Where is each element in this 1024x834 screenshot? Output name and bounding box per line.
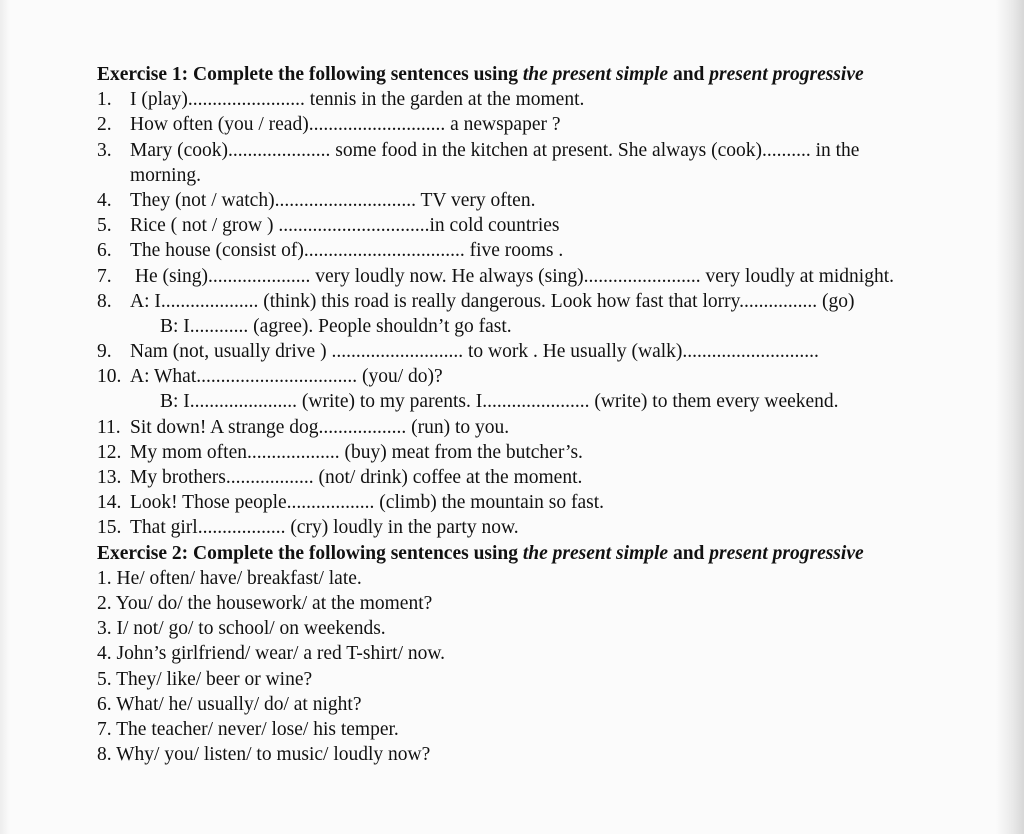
exercise-1-item: 12. My mom often................... (buy) meat from the butcher’s.: [97, 441, 583, 463]
exercise-1-item: 13. My brothers.................. (not/ drink) coffee at the moment.: [97, 467, 583, 488]
exercise-2-item: 6. What/ he/ usually/ do/ at night?: [97, 693, 362, 715]
exercise-1-item: 7. He (sing)..................... very loudly now. He always (sing)........................ very loudly at midnight.: [97, 265, 895, 287]
exercise-1-title: Exercise 1: Complete the following sentences using the present simple and present progressive: [97, 64, 864, 85]
exercise-1-item: 5. Rice ( not / grow ) ...............................in cold countries: [97, 215, 560, 237]
exercise-1-item: 10. A: What................................. (you/ do)?: [97, 366, 443, 388]
exercise-2-item: 2. You/ do/ the housework/ at the moment?: [97, 592, 433, 614]
exercise-1-item: 8. A: I.................... (think) this road is really dangerous. Look how fast that lorry................ (go): [97, 290, 855, 312]
worksheet-content: [97, 62, 1002, 767]
exercise-2-list: [97, 566, 1002, 768]
exercise-2-item: 4. John’s girlfriend/ wear/ a red T-shirt/ now.: [97, 643, 446, 665]
exercise-1-item: 9. Nam (not, usually drive ) ........................... to work . He usually (walk)............................: [97, 341, 819, 363]
exercise-1-item: 2. How often (you / read)............................ a newspaper ?: [97, 114, 561, 136]
exercise-2-item: 8. Why/ you/ listen/ to music/ loudly now?: [97, 744, 431, 766]
exercise-1-item: 6. The house (consist of)................................. five rooms .: [97, 240, 564, 262]
exercise-2-item: 5. They/ like/ beer or wine?: [97, 668, 313, 690]
page-shadow-left: [0, 0, 10, 834]
exercise-1-item: 15. That girl.................. (cry) loudly in the party now.: [97, 517, 519, 539]
exercise-1-dialogue-b: B: I............ (agree). People shouldn’t go fast.: [160, 315, 512, 337]
exercise-1-item-continuation: morning.: [130, 164, 201, 186]
exercise-1-item: 1. I (play)........................ tennis in the garden at the moment.: [97, 89, 585, 111]
exercise-2-item: 7. The teacher/ never/ lose/ his temper.: [97, 718, 399, 740]
exercise-2-item: 3. I/ not/ go/ to school/ on weekends.: [97, 618, 386, 640]
exercise-2-title: Exercise 2: Complete the following sentences using the present simple and present progressive: [97, 542, 864, 564]
exercise-2-item: 1. He/ often/ have/ breakfast/ late.: [97, 567, 362, 589]
exercise-1-item: 3. Mary (cook)..................... some food in the kitchen at present. She always (cook).......... in the: [97, 139, 860, 161]
exercise-1-item: 4. They (not / watch)............................. TV very often.: [97, 189, 536, 211]
exercise-1-dialogue-b: B: I...................... (write) to my parents. I...................... (write) to them every weekend.: [160, 391, 839, 413]
exercise-1-item: 14. Look! Those people.................. (climb) the mountain so fast.: [97, 492, 605, 514]
exercise-1-item: 11. Sit down! A strange dog.................. (run) to you.: [97, 416, 510, 438]
